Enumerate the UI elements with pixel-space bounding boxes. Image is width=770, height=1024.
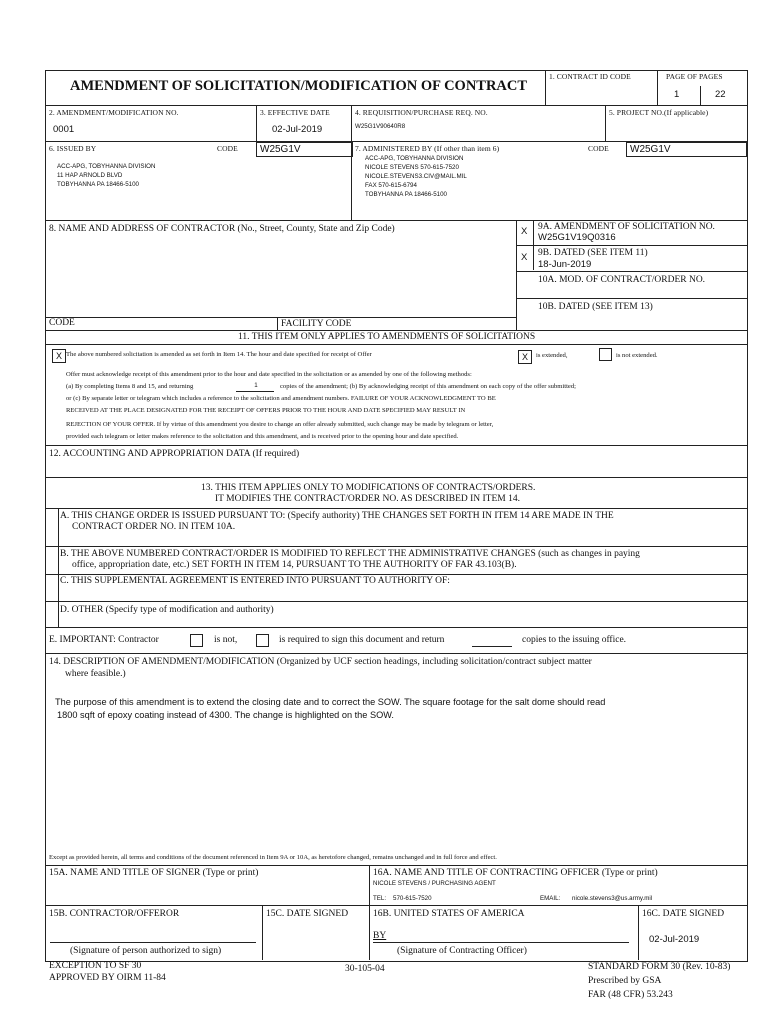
- extended-text: is extended,: [536, 352, 568, 359]
- amended-text: The above numbered solicitation is amended as set forth in Item 14. The hour and date specified for receipt of Offer: [66, 351, 372, 358]
- label-10a: 10A. MOD. OF CONTRACT/ORDER NO.: [538, 275, 706, 285]
- item13-c: C. THIS SUPPLEMENTAL AGREEMENT IS ENTERED INTO PURSUANT TO AUTHORITY OF:: [60, 576, 450, 586]
- email-value: nicole.stevens3@us.army.mil: [572, 895, 653, 902]
- admin-line-3: NICOLE.STEVENS3.CIV@MAIL.MIL: [365, 173, 467, 180]
- issued-code-value: W25G1V: [256, 142, 353, 157]
- admin-code-value: W25G1V: [626, 142, 747, 157]
- item11-heading: 11. THIS ITEM ONLY APPLIES TO AMENDMENTS OF SOLICITATIONS: [238, 332, 536, 342]
- item13-b-line-1: B. THE ABOVE NUMBERED CONTRACT/ORDER IS MODIFIED TO REFLECT THE ADMINISTRATIVE CHANGES (such as changes in paying: [60, 549, 640, 559]
- effective-date-label: 3. EFFECTIVE DATE: [260, 108, 330, 117]
- admin-code-label: CODE: [588, 144, 609, 153]
- value-9b: 18-Jun-2019: [538, 259, 592, 270]
- item11-line-6: provided each telegram or letter makes reference to the solicitation and this amendment, and is received prior to the opening hour and date specified.: [66, 433, 459, 440]
- item14-description-1: The purpose of this amendment is to extend the closing date and to correct the SOW. The square footage for the salt dome should read: [55, 697, 606, 707]
- item11-line-3: or (c) By separate letter or telegram which includes a reference to the solicitation and amendment numbers. FAILURE OF YOUR ACKNOWLEDGMENT TO BE: [66, 395, 496, 402]
- tel-value: 570-615-7520: [393, 895, 432, 902]
- label-10b: 10B. DATED (SEE ITEM 13): [538, 302, 653, 312]
- requisition-label: 4. REQUISITION/PURCHASE REQ. NO.: [355, 108, 488, 117]
- is-not-text: is not,: [214, 635, 238, 645]
- footer-standard-form: STANDARD FORM 30 (Rev. 10-83): [588, 962, 731, 972]
- signature-officer-caption: (Signature of Contracting Officer): [397, 946, 527, 956]
- facility-code-label: FACILITY CODE: [281, 319, 352, 329]
- footer-form-code: 30-105-04: [345, 964, 385, 974]
- item13-heading-2: IT MODIFIES THE CONTRACT/ORDER NO. AS DESCRIBED IN ITEM 14.: [215, 494, 520, 504]
- amended-checkbox[interactable]: X: [52, 349, 66, 363]
- code-label: CODE: [49, 318, 75, 328]
- form-title: AMENDMENT OF SOLICITATION/MODIFICATION OF CONTRACT: [70, 78, 528, 94]
- item14-label-1: 14. DESCRIPTION OF AMENDMENT/MODIFICATION (Organized by UCF section headings, including solicitation/contract subject matter: [49, 657, 592, 667]
- tel-label: TEL:: [373, 895, 387, 902]
- admin-line-1: ACC-APG, TOBYHANNA DIVISION: [365, 155, 464, 162]
- item14-description-2: 1800 sqft of epoxy coating instead of 4300. The change is highlighted on the SOW.: [57, 710, 394, 720]
- item14-label-2: where feasible.): [65, 669, 126, 679]
- amendment-no-label: 2. AMENDMENT/MODIFICATION NO.: [49, 108, 179, 117]
- effective-date-value: 02-Jul-2019: [272, 124, 323, 135]
- united-states-label: 16B. UNITED STATES OF AMERICA: [373, 909, 525, 919]
- issued-code-label: CODE: [217, 144, 238, 153]
- copies-value: 1: [254, 382, 258, 389]
- important-label: E. IMPORTANT: Contractor: [49, 635, 159, 645]
- item13-b-line-2: office, appropriation date, etc.) SET FORTH IN ITEM 14, PURSUANT TO THE AUTHORITY OF FAR 43.103(B).: [72, 560, 517, 570]
- signer-name-label: 15A. NAME AND TITLE OF SIGNER (Type or print): [49, 868, 259, 878]
- officer-name-label: 16A. NAME AND TITLE OF CONTRACTING OFFICER (Type or print): [373, 868, 658, 878]
- not-extended-checkbox[interactable]: [599, 348, 612, 361]
- item13-d: D. OTHER (Specify type of modification and authority): [60, 605, 274, 615]
- officer-date-value: 02-Jul-2019: [649, 934, 700, 945]
- is-required-checkbox[interactable]: [256, 634, 269, 647]
- issued-line-3: TOBYHANNA PA 18466-5100: [57, 181, 139, 188]
- by-label: BY: [373, 931, 387, 941]
- admin-line-2: NICOLE STEVENS 570-615-7520: [365, 164, 459, 171]
- is-required-text: is required to sign this document and return: [279, 635, 445, 645]
- value-9a: W25G1V19Q0316: [538, 232, 616, 243]
- admin-line-5: TOBYHANNA PA 18466-5100: [365, 191, 447, 198]
- footer-exception: EXCEPTION TO SF 30: [49, 961, 142, 971]
- contract-id-label: 1. CONTRACT ID CODE: [549, 72, 631, 81]
- page-count: 22: [715, 89, 726, 100]
- amendment-no-value: 0001: [53, 124, 75, 135]
- officer-name-value: NICOLE STEVENS / PURCHASING AGENT: [373, 880, 496, 887]
- extended-checkbox[interactable]: X: [518, 350, 532, 364]
- label-9b: 9B. DATED (SEE ITEM 11): [538, 248, 648, 258]
- item11-line-2a: (a) By completing Items 8 and 15, and returning: [66, 383, 194, 390]
- item11-line-1: Offer must acknowledge receipt of this amendment prior to the hour and date specified in the solicitation or as amended by one of the following methods:: [66, 371, 472, 378]
- email-label: EMAIL:: [540, 895, 561, 902]
- project-no-label: 5. PROJECT NO.(If applicable): [609, 108, 709, 117]
- issued-line-2: 11 HAP ARNOLD BLVD: [57, 172, 123, 179]
- item11-line-5: REJECTION OF YOUR OFFER. If by virtue of this amendment you desire to change an offer already submitted, such change may be made by telegram or letter,: [66, 421, 494, 428]
- footer-approved: APPROVED BY OIRM 11-84: [49, 973, 166, 983]
- mark-9a: X: [521, 226, 528, 237]
- label-9a: 9A. AMENDMENT OF SOLICITATION NO.: [538, 222, 715, 232]
- copies-to-text: copies to the issuing office.: [522, 635, 627, 645]
- not-extended-text: is not extended.: [616, 352, 658, 359]
- officer-date-signed-label: 16C. DATE SIGNED: [642, 909, 725, 919]
- contractor-offeror-label: 15B. CONTRACTOR/OFFEROR: [49, 909, 180, 919]
- accounting-label: 12. ACCOUNTING AND APPROPRIATION DATA (If required): [49, 449, 300, 459]
- signature-person-caption: (Signature of person authorized to sign): [70, 946, 222, 956]
- except-text: Except as provided herein, all terms and conditions of the document referenced in Item 9A or 10A, as heretofore changed, remains unchanged and in full force and effect.: [49, 854, 497, 861]
- contractor-date-signed-label: 15C. DATE SIGNED: [266, 909, 349, 919]
- issued-by-label: 6. ISSUED BY: [49, 144, 97, 153]
- page-of-pages-label: PAGE OF PAGES: [666, 72, 723, 81]
- item11-line-4: RECEIVED AT THE PLACE DESIGNATED FOR THE RECEIPT OF OFFERS PRIOR TO THE HOUR AND DATE SPECIFIED MAY RESULT IN: [66, 407, 466, 414]
- requisition-value: W25G1V90640R8: [355, 123, 406, 130]
- admin-line-4: FAX 570-615-6794: [365, 182, 417, 189]
- administered-by-label: 7. ADMINISTERED BY (If other than item 6): [355, 144, 500, 153]
- item13-a-line-2: CONTRACT ORDER NO. IN ITEM 10A.: [72, 522, 236, 532]
- page-number: 1: [674, 89, 680, 100]
- issued-line-1: ACC-APG, TOBYHANNA DIVISION: [57, 163, 156, 170]
- item11-line-2b: copies of the amendment; (b) By acknowledging receipt of this amendment on each copy of the offer submitted;: [280, 383, 576, 390]
- item13-a-line-1: A. THIS CHANGE ORDER IS ISSUED PURSUANT TO: (Specify authority) THE CHANGES SET FORTH IN ITEM 14 ARE MADE IN THE: [60, 511, 614, 521]
- footer-prescribed: Prescribed by GSA: [588, 976, 662, 986]
- is-not-checkbox[interactable]: [190, 634, 203, 647]
- footer-far: FAR (48 CFR) 53.243: [588, 990, 673, 1000]
- contractor-label: 8. NAME AND ADDRESS OF CONTRACTOR (No., Street, County, State and Zip Code): [49, 224, 395, 234]
- item13-heading-1: 13. THIS ITEM APPLIES ONLY TO MODIFICATIONS OF CONTRACTS/ORDERS.: [201, 483, 536, 493]
- mark-9b: X: [521, 252, 528, 263]
